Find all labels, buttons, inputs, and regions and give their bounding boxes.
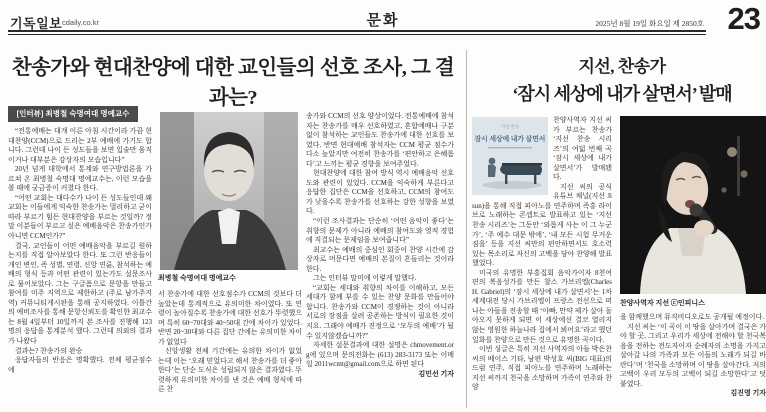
paragraph: “전통예배는 대개 이른 아침 시간이라 가끔 현대찬양(CCM)으로 드리는 2부 예배에 가기도 합니다. 그런데 나이 든 성도들을 보면 입술만 움직이거나 대부분은 감상자의 모습입니다” bbox=[8, 127, 152, 164]
right-headline-line1: 지선, 찬송가 bbox=[578, 57, 666, 76]
right-headline-line2: ‘잠시 세상에 내가 살면서’ 발매 bbox=[512, 84, 732, 104]
singer-photo bbox=[620, 116, 766, 294]
paragraph: 신앙생활 전체 기간에는 유의한 차이가 없었는데 이는 ‘오래 믿었다고 해서 찬송가를 더 좋아한다’는 단순 도식은 성립되지 않은 결과였다. 뚜렷하게 유의미한 차이를 낸 것은 예배 형식에 따른 찬 bbox=[158, 347, 302, 394]
right-article-reporter: 김진영 기자 bbox=[730, 389, 766, 398]
album-title-text: 잠시 세상에 내가 살면서 bbox=[474, 136, 546, 143]
left-article-reporter: 김민선 기자 bbox=[418, 369, 454, 378]
left-article-column-1 bbox=[8, 127, 152, 408]
album-series-label: 지선 찬송 bbox=[500, 124, 520, 129]
section-title: 문화 bbox=[366, 13, 400, 29]
right-article-headline bbox=[478, 52, 766, 106]
professor-portrait-illustration bbox=[160, 112, 298, 270]
date-line: 2025년 8월 19일 화요일 제 2850호 bbox=[595, 19, 704, 28]
paragraph: 지선 씨의 공식 유튜브 채널(지선 Jisun)을 통해 직접 피아노를 연주하며 즉흥 라이브로 노래하는 콘셉트로 발표하고 있는 ‘지선 찬송 시리즈’는 그동안 ‘외롭게 사는 이 그 누군가’, ‘주 예수 대문 밖에’, ‘내 모든 시험 무거운 짐을’ 등을 지선 씨만의 편안하면서도 호소력 있는 목소리로 자신의 고백을 담아 찬양해 발표했었다. bbox=[472, 182, 612, 268]
professor-photo bbox=[160, 112, 298, 270]
paragraph: 찬양사역자 지선 씨가 부르는 찬송가 ‘지선 찬송 시리즈’의 여덟 번째 곡 ‘잠시 세상에 내가 살면서’가 발매됐다. bbox=[553, 116, 612, 182]
paragraph: 지선 씨는 ‘이 곡이 이 땅을 살아가며 결국은 가야 할 곳, 그리고 우리가 세상에 전해야 할 천국복음을 전하는 전도자이자 순례자의 소명을 가지고 살아갈 나의 가족과 모든 이들의 노래가 되길 바란다’며 ‘천국을 소망하며 이 땅을 살아간다. 저의 고백이 우리 모두의 고백이 되길 소망한다’고 덧붙였다. bbox=[620, 322, 766, 388]
paragraph: 미국의 유명한 부흥집회 음악가이자 8천여 편의 복음성가를 만든 찰스 가브리엘(Charles H. Gabriel)의 ‘잠시 세상에 내가 살면서’는 1차 세계대전 당시 가브리엘이 프랑스 전선으로 떠나는 아들을 전송할 때 ‘아빠, 만약 제가 살아 돌아오지 못하게 되면 이 세상에선 결코 열리지 않는 영원한 하늘나라 집에서 뵈어요’라고 했던 일화를 찬양으로 만든 것으로 유명한 곡이다. bbox=[472, 268, 612, 344]
singer-portrait-illustration bbox=[620, 116, 766, 294]
paragraph: “이런 조사결과는 단순히 ‘어떤 음악이 좋다’는 취향의 문제가 아니라 예배의 참여도와 영적 경험에 직결되는 문제임을 보여줍니다” bbox=[306, 217, 454, 245]
paragraph: 결과는? 찬송가의 완승 bbox=[15, 346, 83, 355]
paragraph: “교회는 세대와 취향의 차이를 이해하고, 모든 세대가 함께 부를 수 있는 찬양 문화를 만들어야 합니다. 찬송가와 CCM이 경쟁하는 것이 아니라 서로의 장점을 살려 공존하는 방식이 필요한 것이지요. 그래야 예배가 진정으로 ‘모두의 예배’가 될 수 있지않겠습니까?” bbox=[306, 283, 454, 340]
header-rule bbox=[8, 30, 706, 35]
paragraph: 그는 인터뷰 말미에 이렇게 말했다. bbox=[313, 274, 417, 283]
paragraph: 송가와 CCM의 선호 양상이었다. 전통예배에 참석자는 찬송가를 매우 선호하였고, 혼합예배나 구분 없이 참석하는 교인들도 찬송가에 대한 선호를 보였다. 반면 현대예배 참석자는 CCM 평균 점수가 다소 높았지만 여전히 찬송가를 ‘편안하고 은혜롭다’고 느끼는 평균 경향을 보여주었다. bbox=[306, 112, 454, 168]
article-divider bbox=[466, 50, 467, 408]
album-cover-illustration bbox=[472, 117, 548, 195]
page-number: 23 bbox=[727, 1, 760, 36]
paragraph: 을 함께했으며 뮤직비디오로도 공개될 예정이다. bbox=[620, 313, 764, 321]
professor-photo-caption: 최병철 숙명여대 명예교수 bbox=[158, 274, 236, 282]
paragraph: 서 찬송가에 대한 선호점수가 CCM의 것보다 더 높았는데 통계적으로 유의미한 차이였다. 또 연령이 높아질수록 찬송가에 대한 선호가 뚜렷했으며 특히 60~70대와 40~50대 간에 차이가 있었다. 반면 20~30대와 다른 집단 간에는 유의미한 차이가 없었다 bbox=[158, 290, 302, 346]
left-article-column-3 bbox=[306, 112, 454, 408]
album-cover bbox=[472, 117, 548, 195]
masthead: 기독일보 bbox=[10, 16, 63, 31]
left-article-column-2 bbox=[158, 290, 302, 408]
right-article-column-1 bbox=[472, 116, 612, 408]
site-url: cdaily.co.kr bbox=[62, 18, 99, 27]
paragraph: 응답자들의 반응은 명확했다. 전체 평균점수에 bbox=[8, 356, 152, 374]
interview-kicker-badge: [인터뷰] 최병철 숙명여대 명예교수 bbox=[8, 106, 138, 122]
left-article-headline: 찬송가와 현대찬양에 대한 교인들의 선호 조사, 그 결과는? bbox=[11, 57, 455, 109]
singer-photo-caption: 찬양사역자 지선 ⓒ인피니스 bbox=[620, 299, 705, 307]
right-article-column-2 bbox=[620, 313, 766, 408]
paragraph: 20년 넘게 대학에서 통계와 연구방법론을 가르쳐 온 최병철 숙명대 명예교수는, 이런 모습을 볼 때에 궁금증이 커졌다 한다. bbox=[8, 165, 152, 193]
paragraph: 최교수는 예배의 중심인 회중이 찬양 시간에 감상자로 머문다면 예배의 본질이 흔들리는 것이라 한다. bbox=[306, 245, 454, 273]
paragraph: 결국, 교인들이 어떤 예배음악을 부르길 원하는지를 직접 알아보았다 한다. 또 그런 반응들이 개인 변인, 즉 성별, 연령, 신앙 연륜, 참석하는 예배의 형식 등과 어떤 관련이 있는가도 설문조사로 물어보았다. 그는 구글폼으로 문항을 만들고 참여를 미주 지역으로 제한하고 (주로 남가주지역) 커뮤니티게시판을 통해 공지하였다. 이틀간의 예비조사를 통해 문항신뢰도를 확인한 최교수는 8월 4일부터 10일까지 본 조사를 진행해 123명의 응답을 통계분석 했다. 그런데 의외의 결과가 나왔다 bbox=[8, 241, 152, 346]
paragraph: “어떤 교회는 대다수가 나이 든 성도들인데 왜 교회는 이들에게 익숙한 찬송가는 멀리하고 굳이 따라 부르기 힘든 현대찬양을 부르는 것일까? 정말 이분들이 부르고 싶은 예배음악은 찬송가인가 아니면 CCM인가?” bbox=[8, 193, 152, 241]
paragraph: 자세한 설문결과에 대한 설명은 chmovement.org에 있으며 문의전화는 (613) 283-3173 또는 이메일 2011wcmt@gmail.com으로 하면 된다 bbox=[306, 341, 454, 369]
paragraph: 현대찬양에 대한 참여 방식 역시 예배음악 선호도와 관련이 있었다. CCM을 익숙하게 부른다고 응답한 집단은 CCM을 선호하고, CCM의 참여도가 낮을수록 찬송가를 선호하는 강한 성향을 보였다. bbox=[306, 169, 454, 216]
paragraph: 이번 싱글은 특히 지선 사역자의 아들 박은찬 씨의 베이스 기타, 남편 박성호 씨(BIG 대표)의 드럼 연주, 직접 피아노를 연주하며 노래하는 지선 씨까지 천국을 소망하며 가족이 연주와 찬양 bbox=[472, 345, 612, 392]
